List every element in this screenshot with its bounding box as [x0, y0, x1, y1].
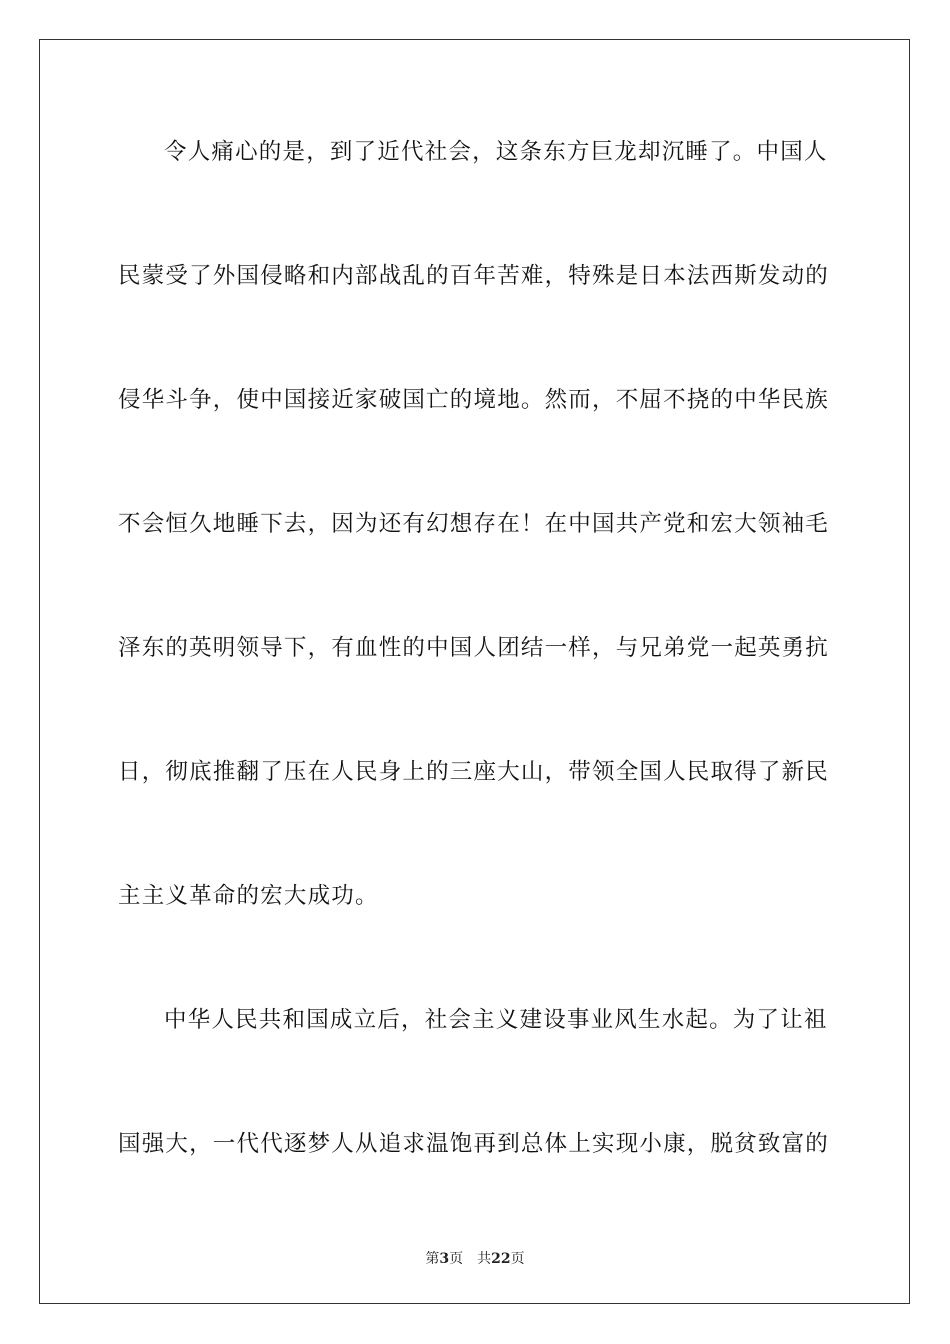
paragraph-line: 日，彻底推翻了压在人民身上的三座大山，带领全国人民取得了新民 [118, 759, 830, 785]
total-pages: 22 [491, 1251, 511, 1267]
page-border [39, 39, 910, 1304]
total-suffix: 页 [510, 1251, 525, 1267]
paragraph-line: 中华人民共和国成立后，社会主义建设事业风生水起。为了让祖 [164, 1007, 828, 1033]
paragraph-line: 主主义革命的宏大成功。 [118, 883, 379, 909]
paragraph-line: 侵华斗争，使中国接近家破国亡的境地。然而，不屈不挠的中华民族 [118, 387, 830, 413]
paragraph-line: 不会恒久地睡下去，因为还有幻想存在！在中国共产党和宏大领袖毛 [118, 511, 830, 537]
total-prefix: 共 [477, 1251, 492, 1267]
page-suffix: 页 [449, 1251, 464, 1267]
paragraph-line: 泽东的英明领导下，有血性的中国人团结一样，与兄弟党一起英勇抗 [118, 635, 830, 661]
paragraph-line: 令人痛心的是，到了近代社会，这条东方巨龙却沉睡了。中国人 [164, 139, 828, 165]
page-footer [0, 1248, 950, 1268]
paragraph-line: 民蒙受了外国侵略和内部战乱的百年苦难，特殊是日本法西斯发动的 [118, 263, 830, 289]
paragraph-line: 国强大，一代代逐梦人从追求温饱再到总体上实现小康，脱贫致富的 [118, 1131, 830, 1157]
page-number: 3 [439, 1251, 450, 1267]
page-prefix: 第 [425, 1251, 440, 1267]
